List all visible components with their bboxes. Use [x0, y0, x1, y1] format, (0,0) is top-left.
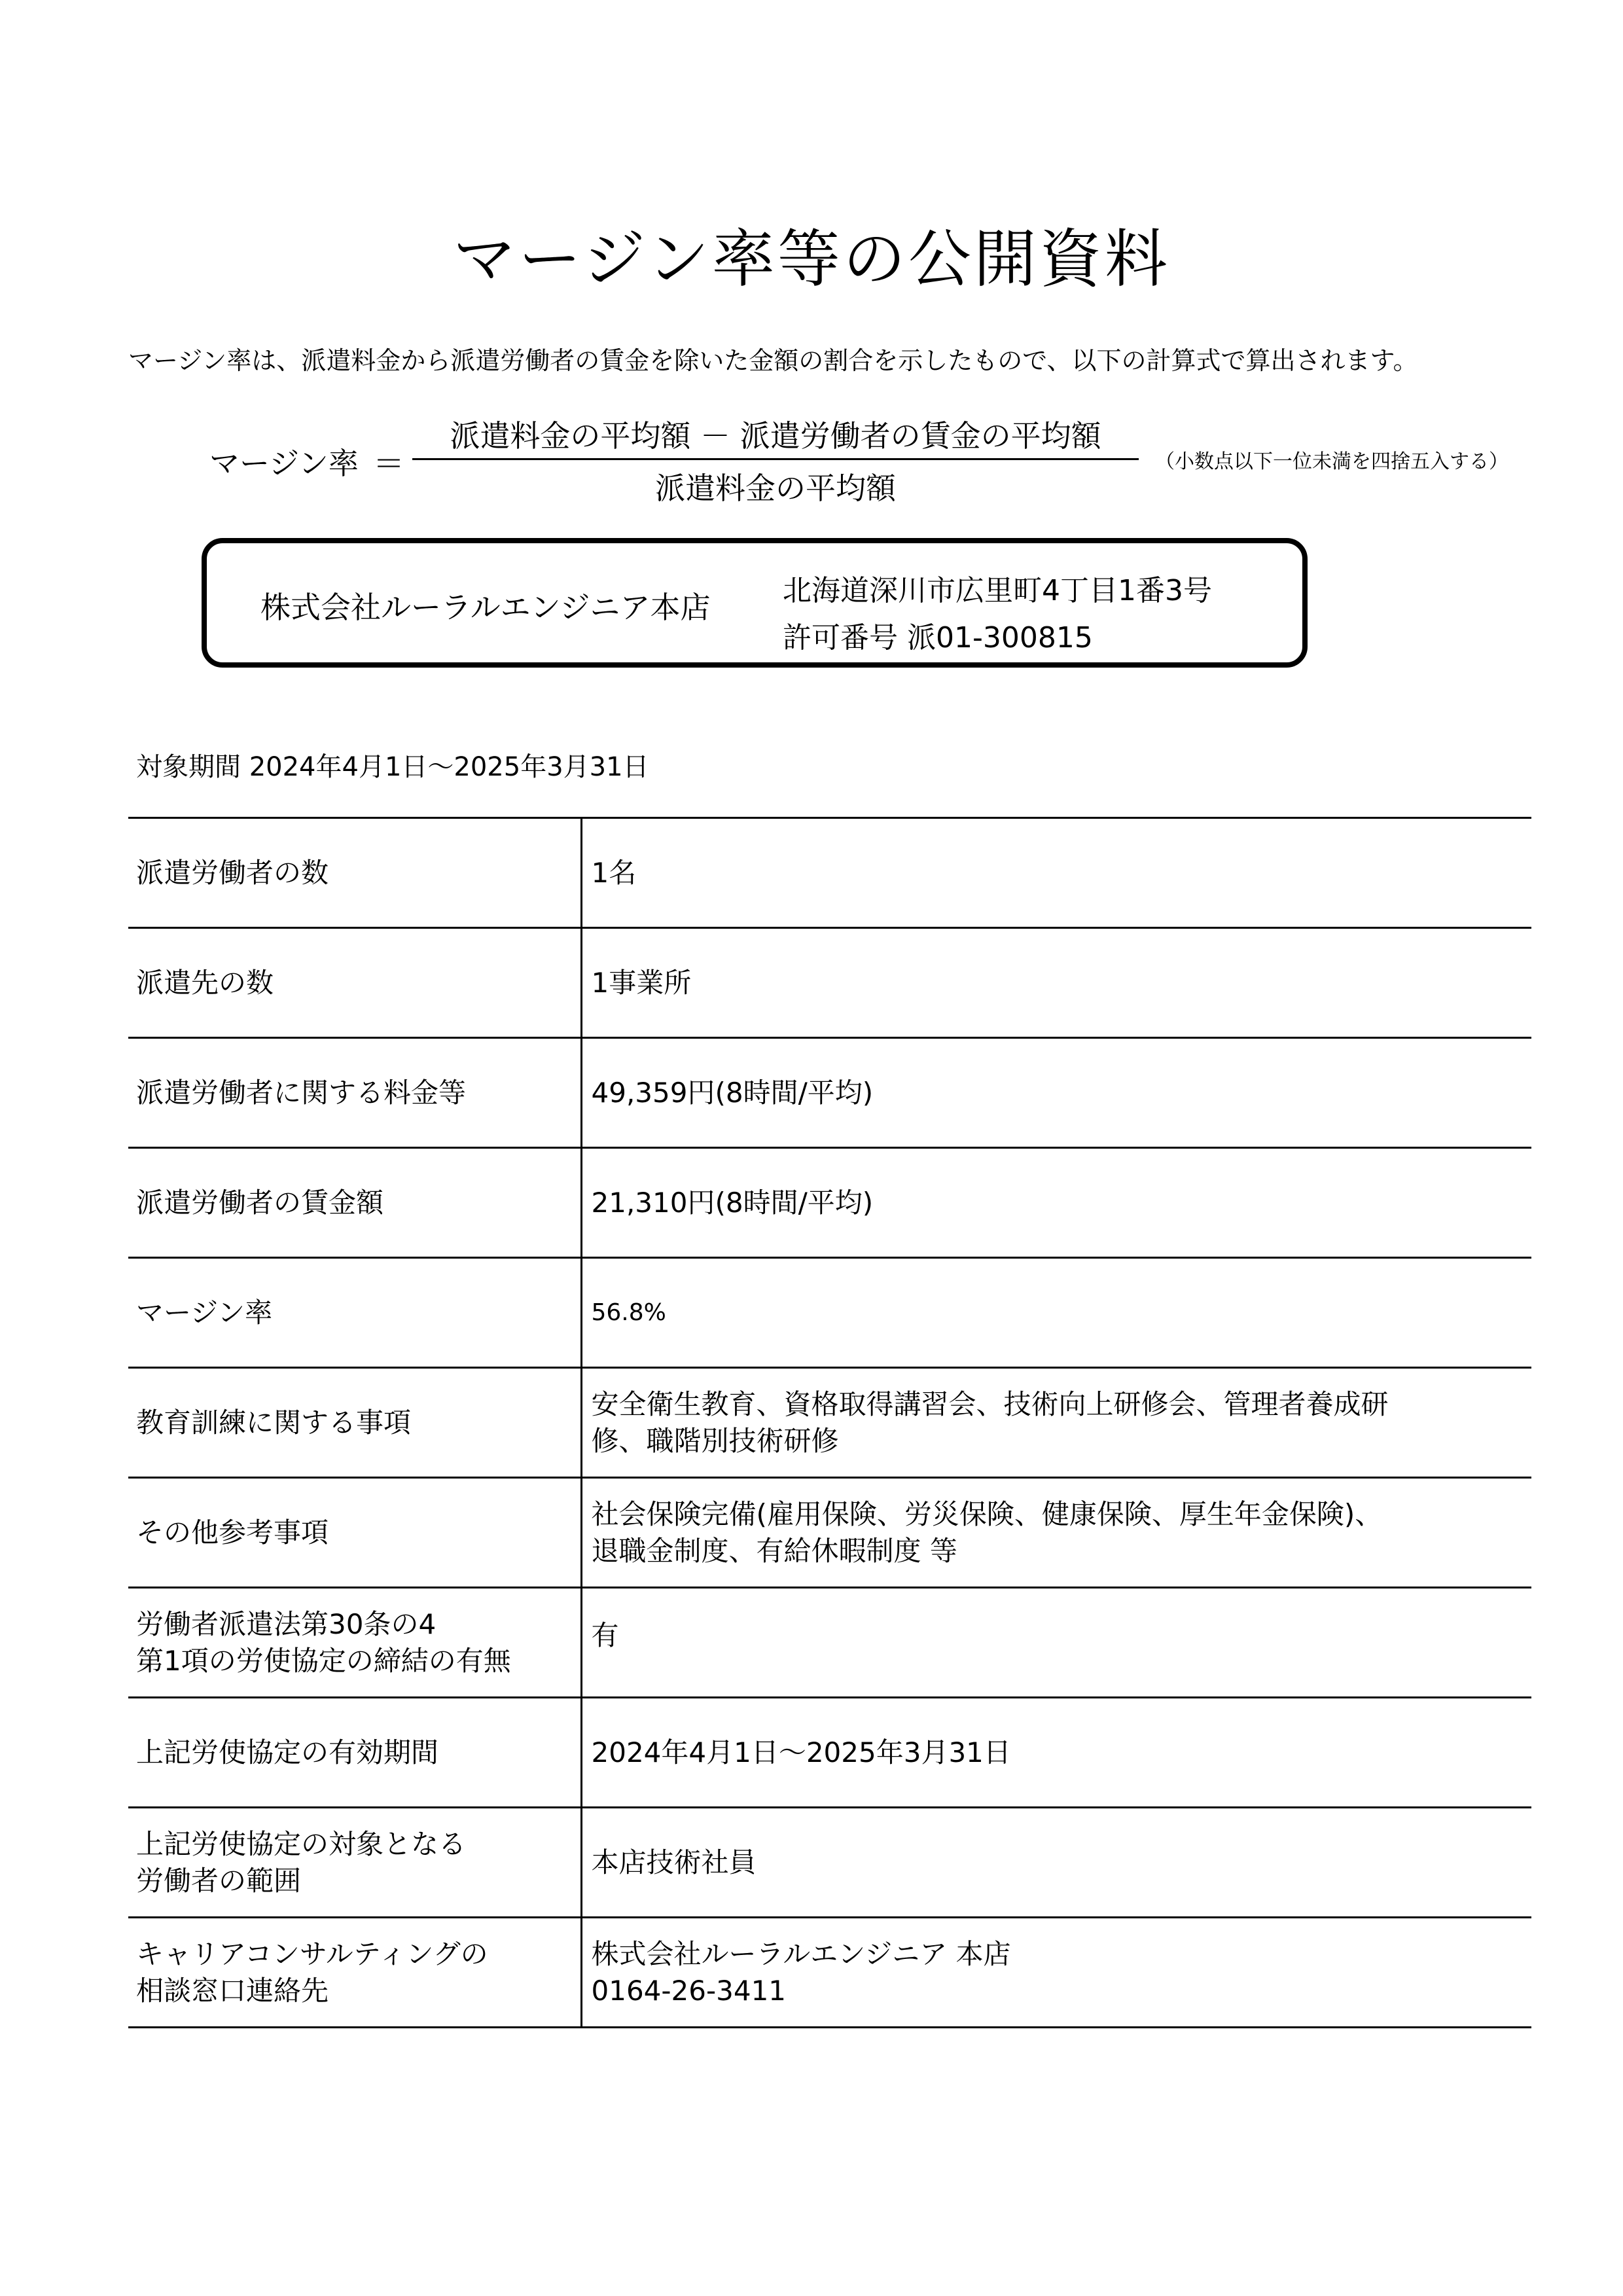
row-value: 1事業所 [581, 928, 1531, 1038]
margin-formula [0, 412, 1623, 511]
row-value: 有 [581, 1588, 1531, 1698]
table-row [128, 1918, 1531, 2028]
row-label: その他参考事項 [128, 1478, 581, 1588]
row-value: 2024年4月1日～2025年3月31日 [581, 1698, 1531, 1808]
row-label: 派遣労働者の数 [128, 818, 581, 928]
row-value: 1名 [581, 818, 1531, 928]
company-info-box [202, 538, 1308, 668]
row-label: 上記労使協定の有効期間 [128, 1698, 581, 1808]
table-row [128, 928, 1531, 1038]
table-row [128, 1258, 1531, 1368]
row-value: 49,359円(8時間/平均) [581, 1038, 1531, 1148]
table-row [128, 1148, 1531, 1258]
table-row [128, 1368, 1531, 1478]
page-title: マージン率等の公開資料 [453, 223, 1170, 296]
table-row [128, 1478, 1531, 1588]
target-period: 対象期間 2024年4月1日～2025年3月31日 [136, 752, 649, 782]
row-value: 安全衛生教育、資格取得講習会、技術向上研修会、管理者養成研 修、職階別技術研修 [581, 1368, 1531, 1478]
row-label: 教育訓練に関する事項 [128, 1368, 581, 1478]
table-row [128, 1808, 1531, 1918]
fraction-bar [412, 458, 1139, 460]
formula-equals: ＝ [373, 446, 405, 482]
row-value: 56.8% [581, 1258, 1531, 1368]
formula-note: （小数点以下一位未満を四捨五入する） [1155, 450, 1508, 473]
intro-text: マージン率は、派遣料金から派遣労働者の賃金を除いた金額の割合を示したもので、以下の計算式で算出されます。 [128, 346, 1418, 375]
formula-numerator: 派遣料金の平均額 － 派遣労働者の賃金の平均額 [450, 418, 1101, 454]
row-label: 派遣労働者の賃金額 [128, 1148, 581, 1258]
row-label: 派遣先の数 [128, 928, 581, 1038]
disclosure-table [128, 817, 1531, 2028]
row-label: 労働者派遣法第30条の4 第1項の労使協定の締結の有無 [128, 1588, 581, 1698]
permit-number: 許可番号 派01-300815 [783, 621, 1093, 655]
formula-denominator: 派遣料金の平均額 [655, 471, 896, 506]
row-value: 株式会社ルーラルエンジニア 本店 0164-26-3411 [581, 1918, 1531, 2028]
row-label: キャリアコンサルティングの 相談窓口連絡先 [128, 1918, 581, 2028]
table-row [128, 1698, 1531, 1808]
row-label: マージン率 [128, 1258, 581, 1368]
row-label: 派遣労働者に関する料金等 [128, 1038, 581, 1148]
row-value: 社会保険完備(雇用保険、労災保険、健康保険、厚生年金保険)、 退職金制度、有給休暇制度 等 [581, 1478, 1531, 1588]
row-value: 21,310円(8時間/平均) [581, 1148, 1531, 1258]
row-label: 上記労使協定の対象となる 労働者の範囲 [128, 1808, 581, 1918]
row-value: 本店技術社員 [581, 1808, 1531, 1918]
company-address: 北海道深川市広里町4丁目1番3号 [783, 574, 1212, 607]
table-row [128, 1038, 1531, 1148]
table-row [128, 818, 1531, 928]
company-name: 株式会社ルーラルエンジニア本店 [260, 590, 711, 625]
formula-label: マージン率 [209, 446, 359, 481]
table-row [128, 1588, 1531, 1698]
